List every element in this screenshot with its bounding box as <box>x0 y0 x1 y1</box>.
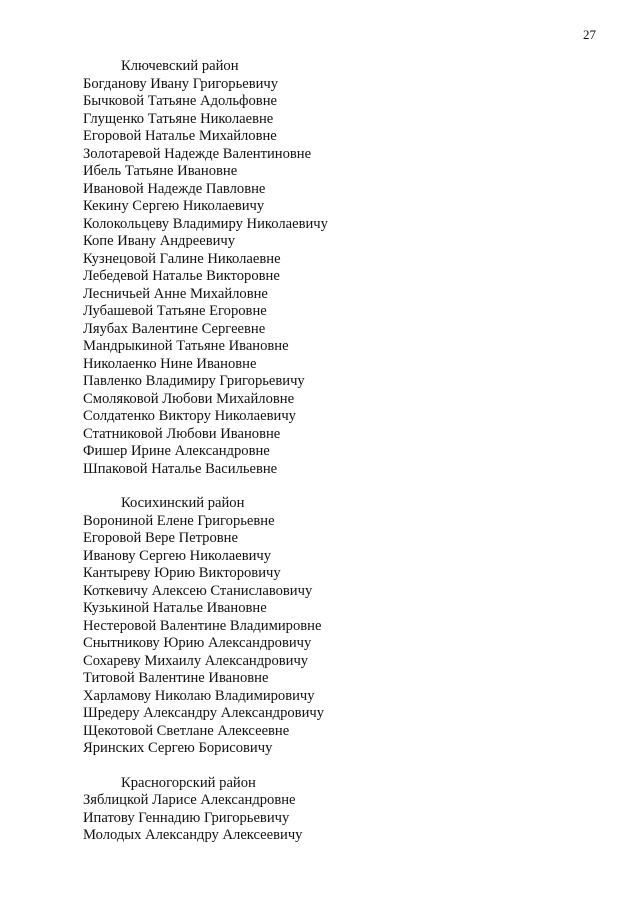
name-entry: Золотаревой Надежде Валентиновне <box>83 145 312 162</box>
district-heading: Ключевский район <box>121 58 239 74</box>
name-entry: Ивановой Надежде Павловне <box>83 180 266 197</box>
name-entry: Кантыреву Юрию Викторовичу <box>83 565 281 581</box>
name-entry: Коткевичу Алексею Станиславовичу <box>83 582 313 599</box>
district-section-klyuchevsky <box>83 58 603 478</box>
name-entry: Лебедевой Наталье Викторовне <box>83 268 280 284</box>
document-body <box>83 58 603 845</box>
name-entry: Иванову Сергею Николаевичу <box>83 547 272 564</box>
name-entry: Солдатенко Виктору Николаевичу <box>83 408 296 424</box>
district-heading: Красногорский район <box>121 774 256 791</box>
name-entry: Нестеровой Валентине Владимировне <box>83 617 322 634</box>
name-entry: Егоровой Вере Петровне <box>83 530 238 546</box>
name-entry: Ипатову Геннадию Григорьевичу <box>83 809 290 826</box>
district-section-kosikhinsky <box>83 495 603 758</box>
name-entry: Лесничьей Анне Михайловне <box>83 285 268 302</box>
name-entry: Шредеру Александру Александровичу <box>83 705 325 721</box>
name-entry: Харламову Николаю Владимировичу <box>83 687 315 704</box>
name-entry: Кузнецовой Галине Николаевне <box>83 250 281 267</box>
name-list <box>83 513 603 758</box>
name-entry: Шпаковой Наталье Васильевне <box>83 460 278 477</box>
name-entry: Снытникову Юрию Александровичу <box>83 635 312 651</box>
name-entry: Николаенко Нине Ивановне <box>83 355 257 372</box>
name-list <box>83 76 603 479</box>
name-entry: Щекотовой Светлане Алексеевне <box>83 722 290 739</box>
name-entry: Фишер Ирине Александровне <box>83 443 270 459</box>
name-entry: Глущенко Татьяне Николаевне <box>83 110 274 127</box>
page-number: 27 <box>583 27 596 42</box>
name-entry: Егоровой Наталье Михайловне <box>83 128 277 144</box>
name-entry: Мандрыкиной Татьяне Ивановне <box>83 338 289 354</box>
name-entry: Лубашевой Татьяне Егоровне <box>83 303 267 319</box>
name-entry: Титовой Валентине Ивановне <box>83 670 269 686</box>
district-section-krasnogorsky <box>83 775 603 845</box>
name-entry: Ибель Татьяне Ивановне <box>83 163 238 179</box>
name-entry: Статниковой Любови Ивановне <box>83 425 281 442</box>
name-entry: Зяблицкой Ларисе Александровне <box>83 792 296 808</box>
name-entry: Сохареву Михаилу Александровичу <box>83 652 309 669</box>
name-entry: Колокольцеву Владимиру Николаевичу <box>83 215 328 232</box>
name-entry: Богданову Ивану Григорьевичу <box>83 75 279 92</box>
name-entry: Кекину Сергею Николаевичу <box>83 198 265 214</box>
name-entry: Ляубах Валентине Сергеевне <box>83 320 266 337</box>
name-entry: Павленко Владимиру Григорьевичу <box>83 373 305 389</box>
name-entry: Ворониной Елене Григорьевне <box>83 512 275 529</box>
name-list <box>83 792 603 845</box>
name-entry: Копе Ивану Андреевичу <box>83 233 236 249</box>
district-heading: Косихинский район <box>121 495 245 511</box>
name-entry: Яринских Сергею Борисовичу <box>83 740 273 756</box>
name-entry: Кузькиной Наталье Ивановне <box>83 600 267 616</box>
name-entry: Смоляковой Любови Михайловне <box>83 390 295 407</box>
name-entry: Бычковой Татьяне Адольфовне <box>83 93 277 109</box>
name-entry: Молодых Александру Алексеевичу <box>83 827 303 843</box>
